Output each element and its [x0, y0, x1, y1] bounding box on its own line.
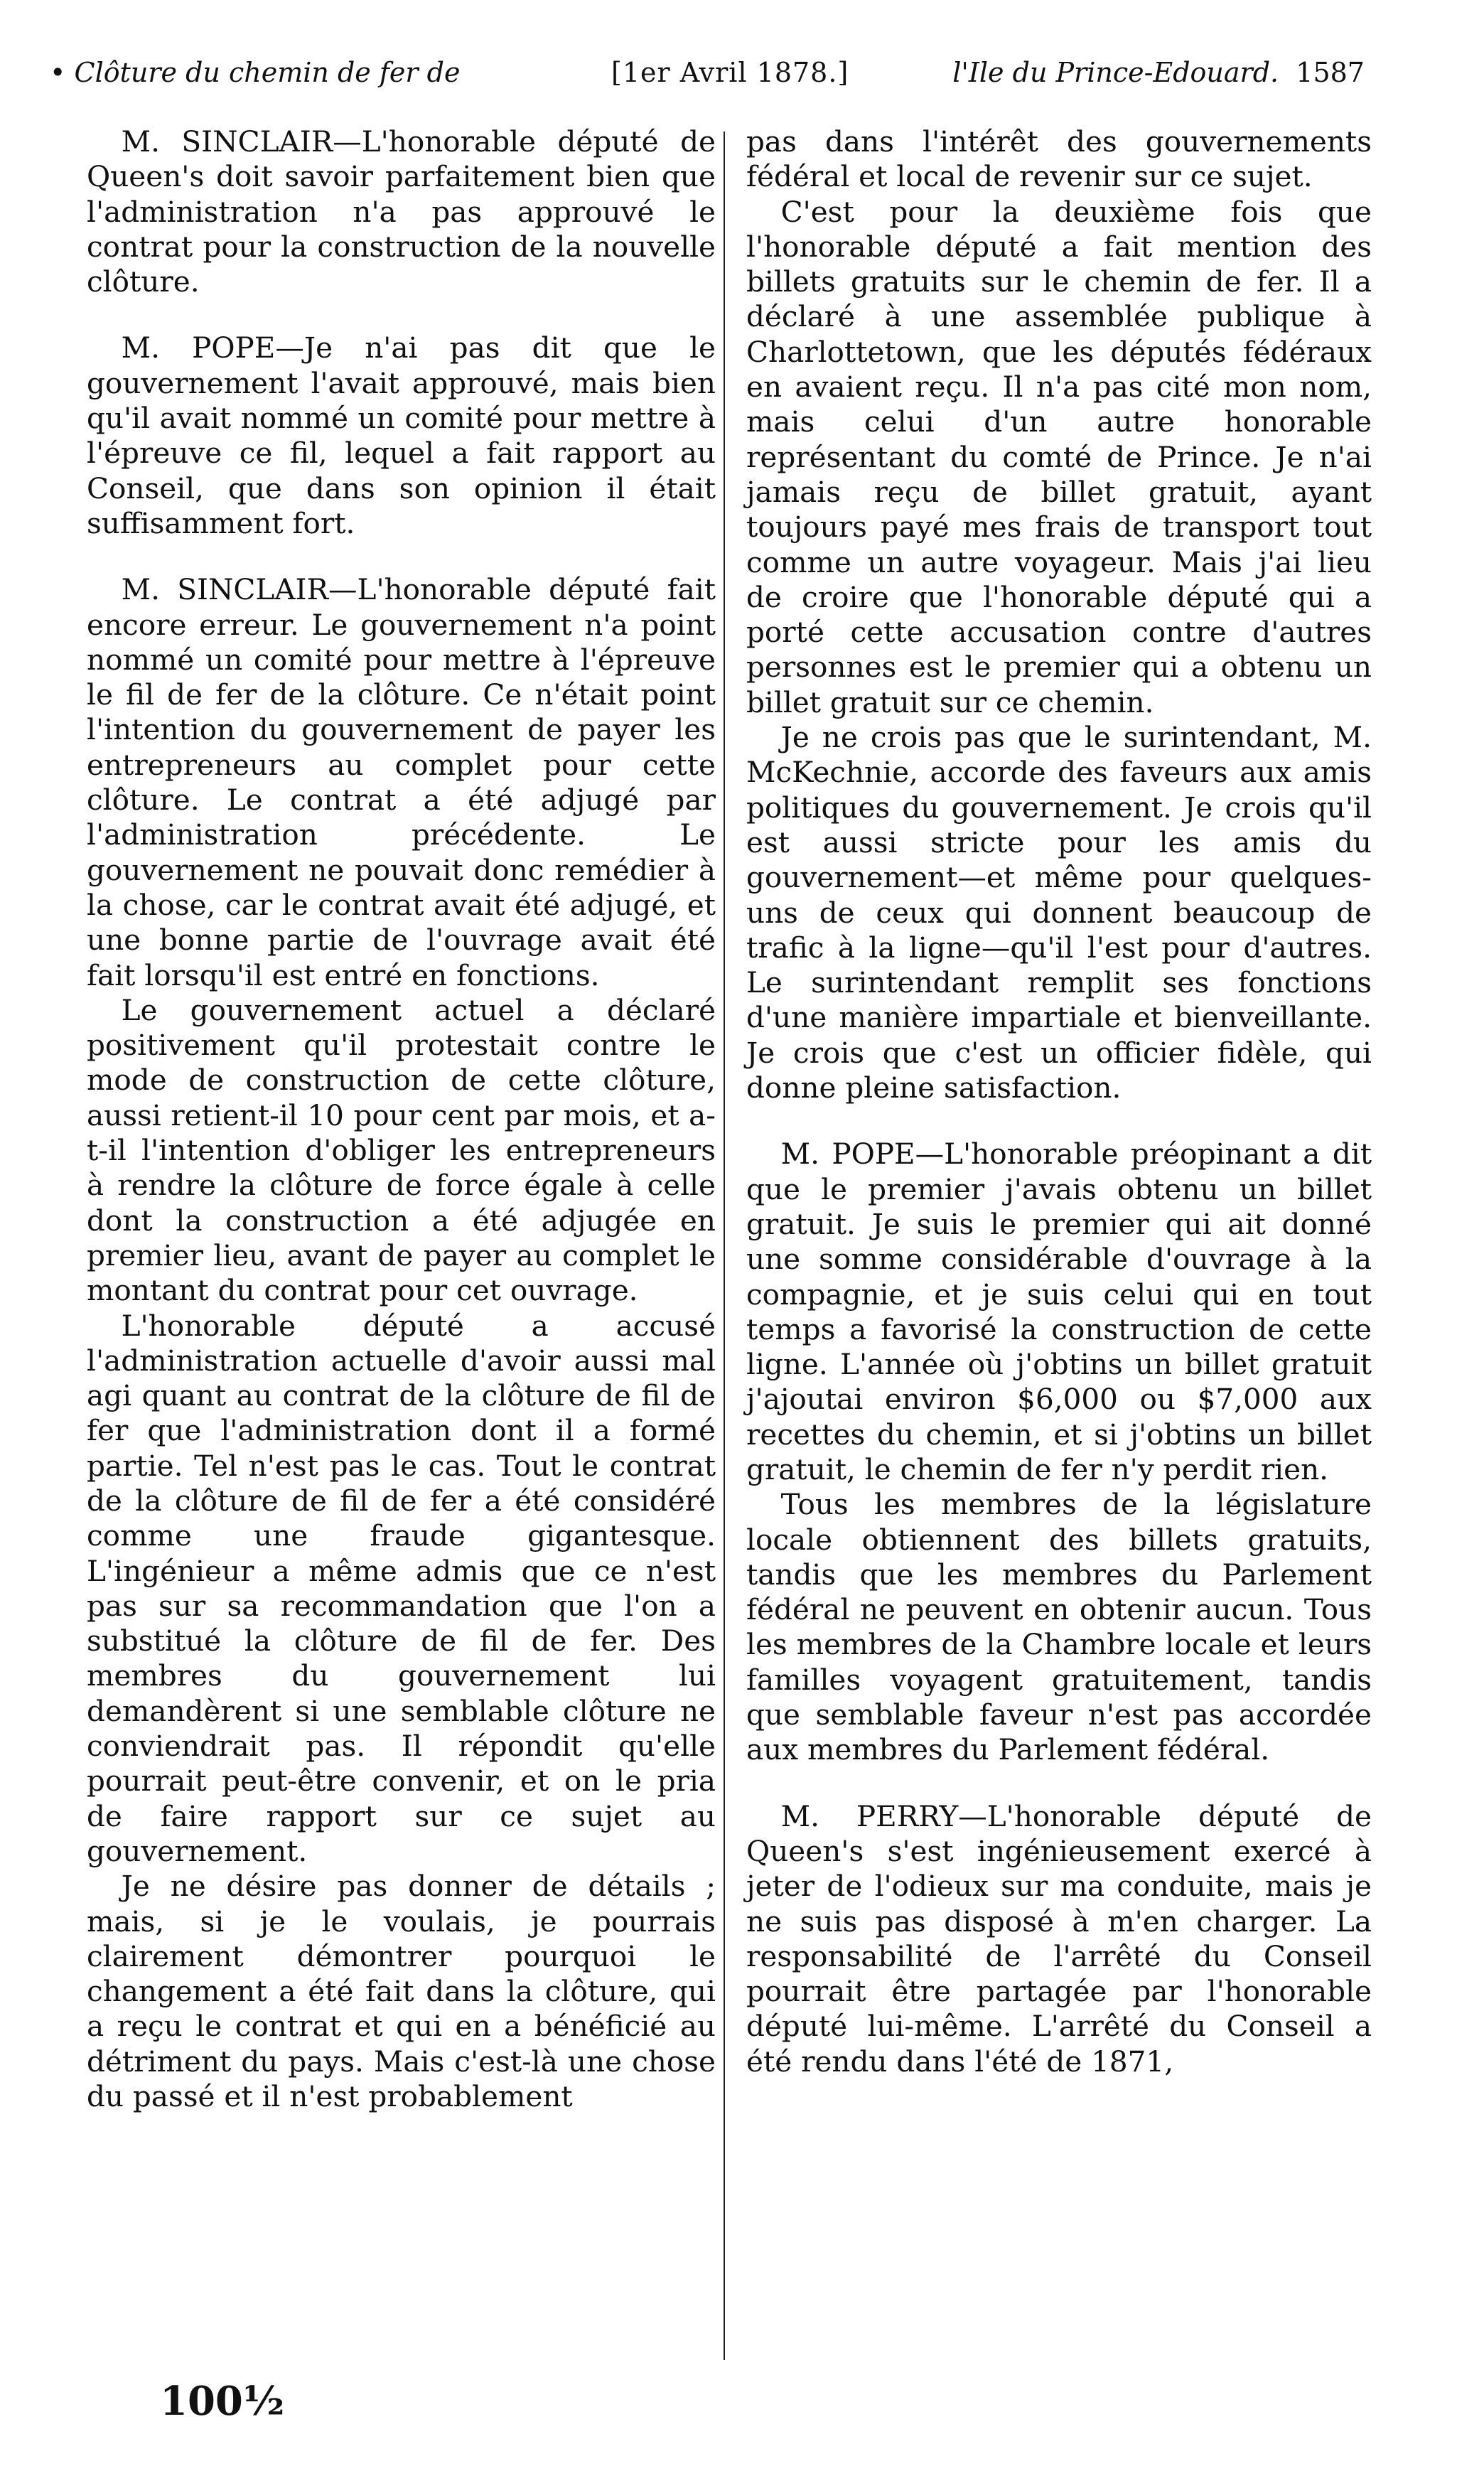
- paragraph: M. SINCLAIR—L'honorable député fait encore erreur. Le gouvernement n'a point nommé un comité pour mettre à l'épreuve le fil de fer de la clôture. Ce n'était point l'intention du gouvernement de payer les entrepreneurs au complet pour cette clôture. Le contrat a été adjugé par l'administration précédente. Le gouvernement ne pouvait donc remédier à la chose, car le contrat avait été adjugé, et une bonne partie de l'ouvrage avait été fait lorsqu'il est entré en fonctions.: [87, 572, 716, 992]
- right-column: [746, 124, 1372, 2079]
- page-number: 1587: [1296, 57, 1365, 88]
- header-date: [1er Avril 1878.]: [611, 57, 849, 88]
- paragraph: Tous les membres de la législature locale obtiennent des billets gratuits, tandis que les membres du Parlement fédéral ne peuvent en obtenir aucun. Tous les membres de la Chambre locale et leurs familles voyagent gratuitement, tandis que semblable faveur n'est pas accordée aux membres du Parlement fédéral.: [746, 1487, 1372, 1767]
- paragraph: C'est pour la deuxième fois que l'honorable député a fait mention des billets gratuits sur le chemin de fer. Il a déclaré à une assemblée publique à Charlottetown, que les députés fédéraux en avaient reçu. Il n'a pas cité mon nom, mais celui d'un autre honorable représentant du comté de Prince. Je n'ai jamais reçu de billet gratuit, ayant toujours payé mes frais de transport tout comme un autre voyageur. Mais j'ai lieu de croire que l'honorable député qui a porté cette accusation contre d'autres personnes est le premier qui a obtenu un billet gratuit sur ce chemin.: [746, 194, 1372, 719]
- header-bullet: •: [50, 57, 66, 88]
- header-right-title: l'Ile du Prince-Edouard.: [952, 57, 1279, 88]
- header-right: [952, 57, 1365, 88]
- paragraph: M. SINCLAIR—L'honorable député de Queen's doit savoir parfaitement bien que l'administration n'a pas approuvé le contrat pour la construction de la nouvelle clôture.: [87, 124, 716, 299]
- header-left-title: Clôture du chemin de fer de: [74, 57, 461, 88]
- paragraph: pas dans l'intérêt des gouvernements fédéral et local de revenir sur ce sujet.: [746, 124, 1372, 194]
- paragraph: Je ne désire pas donner de détails ; mais, si je le voulais, je pourrais clairement démontrer pourquoi le changement a été fait dans la clôture, qui a reçu le contrat et qui en a bénéficié au détriment du pays. Mais c'est-là une chose du passé et il n'est probablement: [87, 1869, 716, 2114]
- paragraph: L'honorable député a accusé l'administration actuelle d'avoir aussi mal agi quant au contrat de la clôture de fil de fer que l'administration dont il a formé partie. Tel n'est pas le cas. Tout le contrat de la clôture de fil de fer a été considéré comme une fraude gigantesque. L'ingénieur a même admis que ce n'est pas sur sa recommandation que l'on a substitué la clôture de fil de fer. Des membres du gouvernement lui demandèrent si une semblable clôture ne conviendrait pas. Il répondit qu'elle pourrait peut-être convenir, et on le pria de faire rapport sur ce sujet au gouvernement.: [87, 1308, 716, 1868]
- paragraph: M. POPE—L'honorable préopinant a dit que le premier j'avais obtenu un billet gratuit. Je suis le premier qui ait donné une somme considérable d'ouvrage à la compagnie, et je suis celui qui en tout temps a favorisé la construction de cette ligne. L'année où j'obtins un billet gratuit j'ajoutai environ $6,000 ou $7,000 aux recettes du chemin, et si j'obtins un billet gratuit, le chemin de fer n'y perdit rien.: [746, 1137, 1372, 1486]
- page-header: [50, 50, 1365, 100]
- paragraph: M. POPE—Je n'ai pas dit que le gouvernement l'avait approuvé, mais bien qu'il avait nommé un comité pour mettre à l'épreuve ce fil, lequel a fait rapport au Conseil, que dans son opinion il était suffisamment fort.: [87, 331, 716, 540]
- paragraph: Je ne crois pas que le surintendant, M. McKechnie, accorde des faveurs aux amis politiques du gouvernement. Je crois qu'il est aussi stricte pour les amis du gouvernement—et même pour quelques-uns de ceux qui donnent beaucoup de trafic à la ligne—qu'il l'est pour d'autres. Le surintendant remplit ses fonctions d'une manière impartiale et bienveillante. Je crois que c'est un officier fidèle, qui donne pleine satisfaction.: [746, 720, 1372, 1105]
- header-left: [50, 57, 460, 88]
- paragraph: Le gouvernement actuel a déclaré positivement qu'il protestait contre le mode de construction de cette clôture, aussi retient-il 10 pour cent par mois, et a-t-il l'intention d'obliger les entrepreneurs à rendre la clôture de force égale à celle dont la construction a été adjugée en premier lieu, avant de payer au complet le montant du contrat pour cet ouvrage.: [87, 992, 716, 1308]
- column-divider: [724, 132, 725, 2360]
- signature-mark: 100½: [160, 2378, 285, 2425]
- paragraph: M. PERRY—L'honorable député de Queen's s'est ingénieusement exercé à jeter de l'odieux sur ma conduite, mais je ne suis pas disposé à m'en charger. La responsabilité de l'arrêté du Conseil pourrait être partagée par l'honorable député lui-même. L'arrêté du Conseil a été rendu dans l'été de 1871,: [746, 1798, 1372, 2079]
- left-column: [87, 124, 716, 2114]
